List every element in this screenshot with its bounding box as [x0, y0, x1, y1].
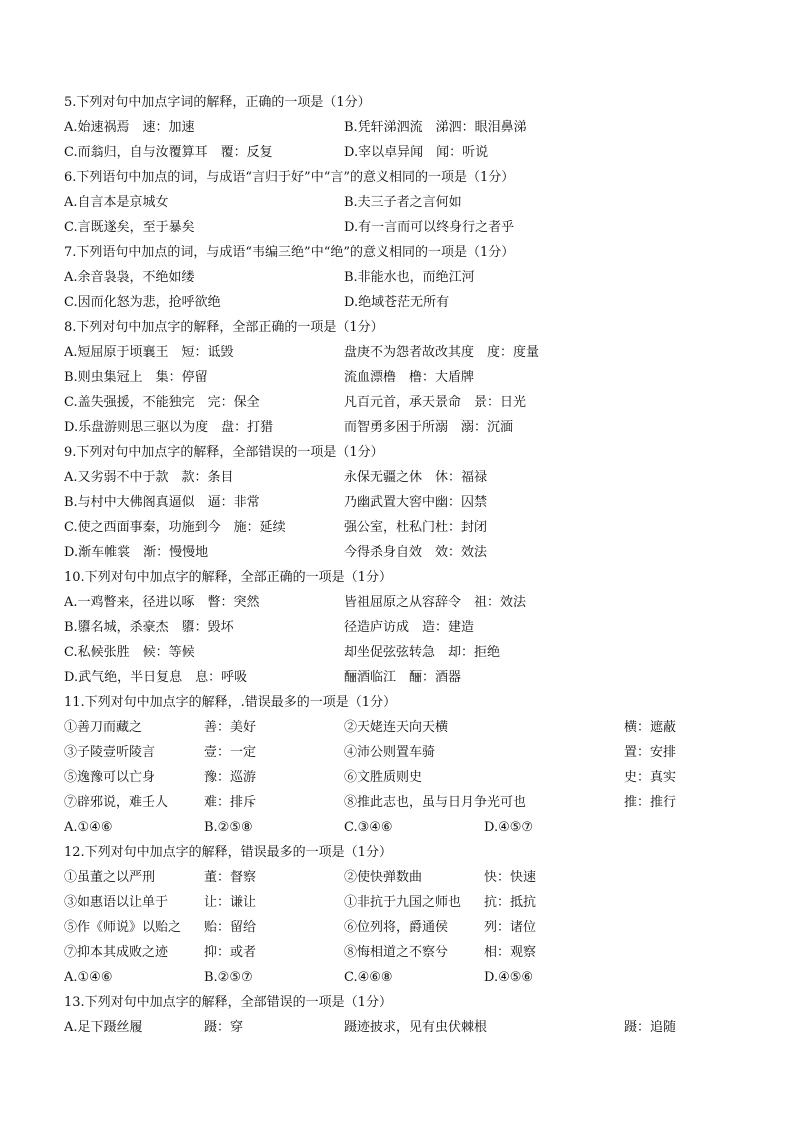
option-d-left: D.渐车帷裳 渐：慢慢地	[64, 545, 209, 560]
gloss-7: 抑：或者	[204, 945, 257, 960]
option-row	[64, 140, 704, 165]
option-c-right: 强公室，杜私门杜：封闭	[344, 520, 488, 535]
sentence-6: ⑥位列将，爵通侯	[344, 920, 449, 935]
item-row	[64, 740, 704, 765]
option-d-right: 酾酒临江 酾：酒器	[344, 670, 462, 685]
item-row	[64, 865, 704, 890]
option-row	[64, 640, 704, 665]
sentence-6: ⑥文胜质则史	[344, 770, 423, 785]
answer-options	[64, 815, 704, 840]
option-row	[64, 490, 704, 515]
option-c-left: C.使之西面事秦，功施到今 施：延续	[64, 520, 286, 535]
option-a: A.始速祸焉 速：加速	[64, 120, 195, 135]
item-row	[64, 1015, 704, 1040]
option-a: A.自言本是京城女	[64, 195, 169, 210]
question-stem: 12.下列对句中加点字的解释，错误最多的一项是（1分）	[64, 845, 392, 860]
option-b-left: B.与村中大佛阁真逼似 逼：非常	[64, 495, 260, 510]
option-row	[64, 665, 704, 690]
item-row	[64, 940, 704, 965]
sentence-7: ⑦辟邪说，难壬人	[64, 795, 169, 810]
option-b: B.②⑤⑧	[204, 820, 253, 835]
option-row	[64, 365, 704, 390]
option-c-left: C.私候张胜 候：等候	[64, 645, 195, 660]
option-c-left: C.盖失强援，不能独完 完：保全	[64, 395, 260, 410]
answer-options	[64, 965, 704, 990]
option-a-gloss: 蹑：穿	[204, 1020, 244, 1035]
option-a: A.①④⑥	[64, 820, 113, 835]
sentence-4: ①非抗于九国之师也	[344, 895, 462, 910]
gloss-3: 让：谦让	[204, 895, 257, 910]
sentence-1: ①虽董之以严刑	[64, 870, 156, 885]
item-row	[64, 790, 704, 815]
item-row	[64, 765, 704, 790]
option-b-right: 流血漂橹 橹：大盾牌	[344, 370, 475, 385]
option-d: D.④⑤⑦	[484, 820, 534, 835]
option-b-right: 乃幽武置大窖中幽：囚禁	[344, 495, 488, 510]
option-d: D.④⑤⑥	[484, 970, 534, 985]
option-d: D.有一言而可以终身行之者乎	[344, 220, 515, 235]
sentence-4: ④沛公则置车骑	[344, 745, 436, 760]
question-stem: 8.下列对句中加点字的解释，全部正确的一项是（1分）	[64, 320, 384, 335]
option-b: B.凭轩涕泗流 涕泗：眼泪鼻涕	[344, 120, 527, 135]
option-d: D.绝域苍茫无所有	[344, 295, 450, 310]
question-12	[64, 840, 704, 990]
gloss-2: 快：快速	[484, 870, 537, 885]
option-row	[64, 265, 704, 290]
question-stem: 6.下列语句中加点的词，与成语“言归于好”中“言”的意义相同的一项是（1分）	[64, 170, 515, 185]
option-c: C.③④⑥	[344, 820, 393, 835]
option-c-right: 凡百元首，承天景命 景：日光	[344, 395, 527, 410]
option-a-left: A.一鸡瞥来，径进以啄 瞥：突然	[64, 595, 260, 610]
gloss-4: 置：安排	[624, 745, 677, 760]
question-stem: 10.下列对句中加点字的解释，全部正确的一项是（1分）	[64, 570, 392, 585]
option-d: D.宰以卓异闻 闻：听说	[344, 145, 489, 160]
question-stem: 5.下列对句中加点字词的解释，正确的一项是（1分）	[64, 95, 371, 110]
option-d-right: 今得杀身自效 效：效法	[344, 545, 488, 560]
option-b-left: B.则虫集冠上 集：停留	[64, 370, 208, 385]
option-b-left: B.隳名城，杀豪杰 隳：毁坏	[64, 620, 234, 635]
sentence-1: ①善刀而藏之	[64, 720, 143, 735]
second-sentence: 蹑迹披求，见有虫伏棘根	[344, 1020, 488, 1035]
sentence-3: ③子陵壹听陵言	[64, 745, 156, 760]
question-8	[64, 315, 704, 440]
question-10	[64, 565, 704, 690]
gloss-3: 壹：一定	[204, 745, 257, 760]
option-row	[64, 215, 704, 240]
question-7	[64, 240, 704, 315]
sentence-3: ③如惠语以让单于	[64, 895, 169, 910]
option-row	[64, 190, 704, 215]
option-b-right: 径造庐访成 造：建造	[344, 620, 475, 635]
option-b: B.非能水也，而绝江河	[344, 270, 475, 285]
option-row	[64, 290, 704, 315]
option-b: B.夫三子者之言何如	[344, 195, 462, 210]
option-c: C.因而化怒为悲，抢呼欲绝	[64, 295, 221, 310]
question-9	[64, 440, 704, 565]
option-row	[64, 415, 704, 440]
option-row	[64, 340, 704, 365]
gloss-6: 史：真实	[624, 770, 677, 785]
option-d-left: D.乐盘游则思三驱以为度 盘：打猎	[64, 420, 274, 435]
option-a-right: 皆祖屈原之从容辞令 祖：效法	[344, 595, 527, 610]
sentence-5: ⑤逸豫可以亡身	[64, 770, 156, 785]
gloss-8: 相：观察	[484, 945, 537, 960]
option-a: A.余音袅袅，不绝如缕	[64, 270, 195, 285]
option-c-right: 却坐促弦弦转急 却：拒绝	[344, 645, 501, 660]
option-c: C.而翁归，自与汝覆算耳 覆：反复	[64, 145, 273, 160]
question-stem: 7.下列语句中加点的词，与成语“韦编三绝”中“绝”的意义相同的一项是（1分）	[64, 245, 515, 260]
sentence-5: ⑤作《师说》以贻之	[64, 920, 182, 935]
gloss-5: 豫：巡游	[204, 770, 257, 785]
question-6	[64, 165, 704, 240]
option-row	[64, 540, 704, 565]
question-stem: 13.下列对句中加点字的解释，全部错误的一项是（1分）	[64, 995, 392, 1010]
option-row	[64, 615, 704, 640]
option-row	[64, 390, 704, 415]
gloss-5: 贻：留给	[204, 920, 257, 935]
option-row	[64, 515, 704, 540]
sentence-8: ⑧推此志也，虽与日月争光可也	[344, 795, 527, 810]
option-d-right: 而智勇多困于所溺 溺：沉湎	[344, 420, 514, 435]
gloss-6: 列：诸位	[484, 920, 537, 935]
gloss-2: 横：遮蔽	[624, 720, 677, 735]
option-a-right: 永保无疆之休 休：福禄	[344, 470, 488, 485]
sentence-2: ②天姥连天向天横	[344, 720, 449, 735]
option-d-left: D.武气绝，半日复息 息：呼吸	[64, 670, 248, 685]
option-a: A.①④⑥	[64, 970, 113, 985]
second-gloss: 蹑：追随	[624, 1020, 677, 1035]
sentence-7: ⑦抑本其成败之迹	[64, 945, 169, 960]
sentence-2: ②使快弹数曲	[344, 870, 423, 885]
gloss-1: 善：美好	[204, 720, 257, 735]
gloss-8: 推：推行	[624, 795, 677, 810]
gloss-7: 难：排斥	[204, 795, 257, 810]
question-stem: 11.下列对句中加点字的解释，.错误最多的一项是（1分）	[64, 695, 397, 710]
question-13	[64, 990, 704, 1040]
option-b: B.②⑤⑦	[204, 970, 253, 985]
option-a-right: 盘庚不为怨者故改其度 度：度量	[344, 345, 540, 360]
gloss-4: 抗：抵抗	[484, 895, 537, 910]
question-11	[64, 690, 704, 840]
exam-document	[64, 90, 704, 1040]
option-row	[64, 465, 704, 490]
question-5	[64, 90, 704, 165]
option-a-sentence: A.足下蹑丝履	[64, 1020, 143, 1035]
option-row	[64, 115, 704, 140]
option-row	[64, 590, 704, 615]
option-c: C.言既遂矣，至于暴矣	[64, 220, 195, 235]
option-a-left: A.又劣弱不中于款 款：条目	[64, 470, 234, 485]
option-c: C.④⑥⑧	[344, 970, 393, 985]
item-row	[64, 715, 704, 740]
item-row	[64, 915, 704, 940]
item-row	[64, 890, 704, 915]
gloss-1: 董：督察	[204, 870, 257, 885]
sentence-8: ⑧悔相道之不察兮	[344, 945, 449, 960]
option-a-left: A.短屈原于顷襄王 短：诋毁	[64, 345, 234, 360]
question-stem: 9.下列对句中加点字的解释，全部错误的一项是（1分）	[64, 445, 384, 460]
